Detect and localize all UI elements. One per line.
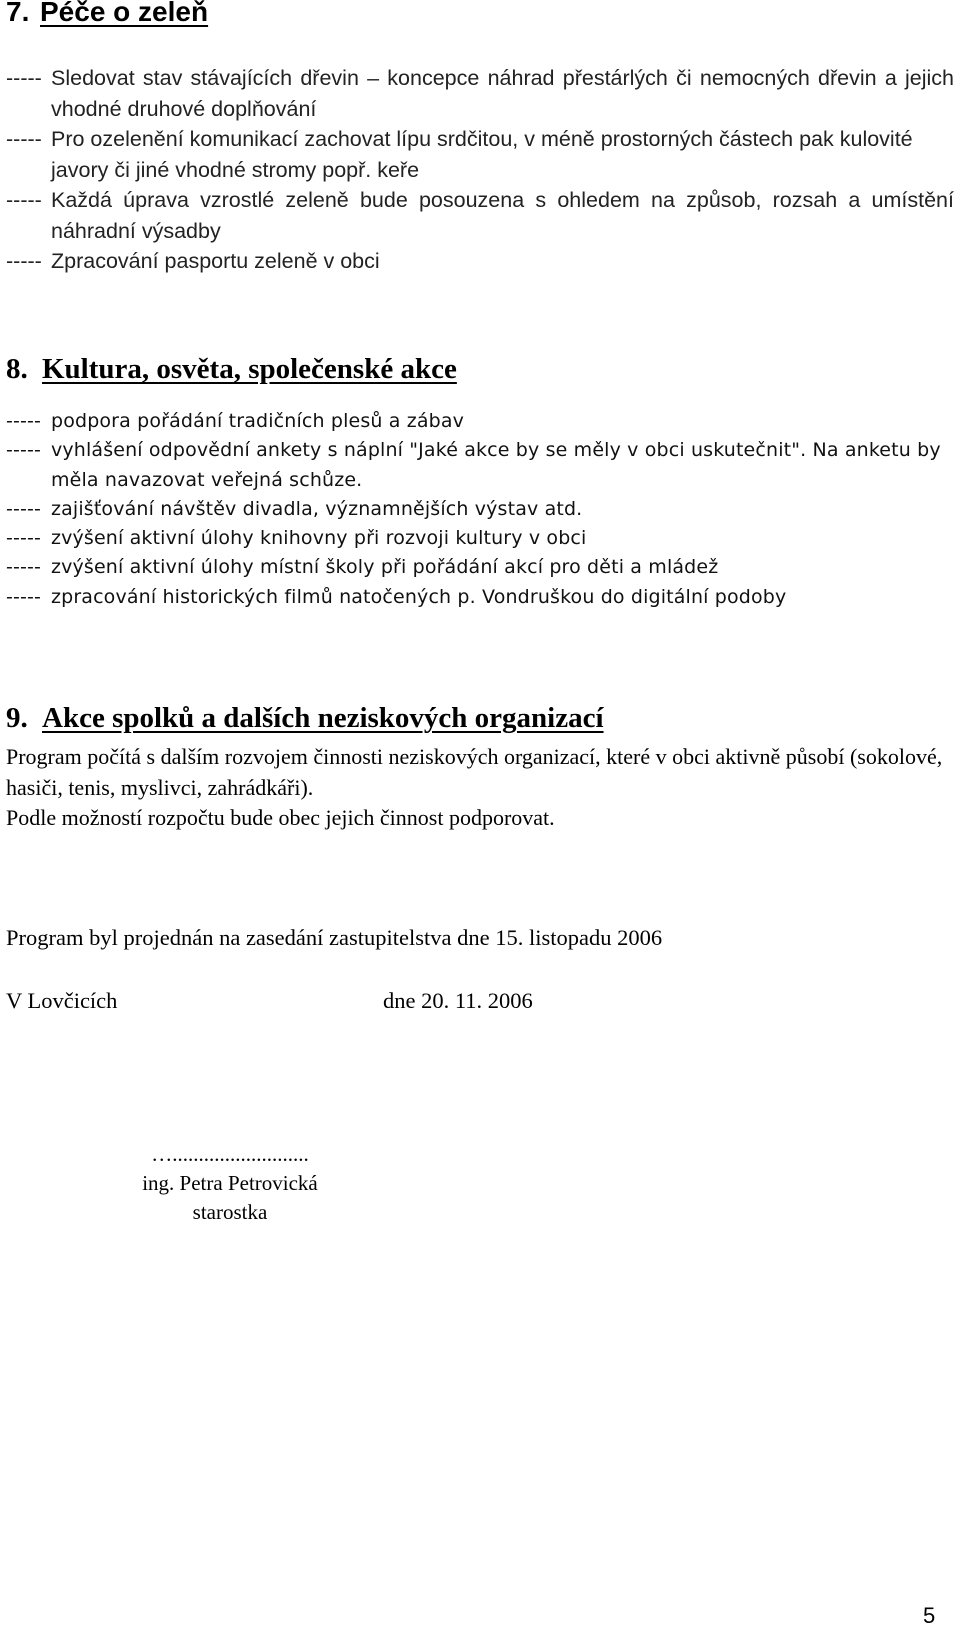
list-item xyxy=(6,495,954,524)
dash-bullet: ----- xyxy=(6,556,42,579)
list-item-text: Pro ozelenění komunikací zachovat lípu srdčitou, v méně prostorných částech pak kulovité javory či jiné vhodné stromy popř. keře xyxy=(51,127,913,182)
section-9-body xyxy=(6,742,956,834)
section-number: 7. xyxy=(6,0,30,27)
dash-bullet: ----- xyxy=(6,249,42,273)
dash-bullet: ----- xyxy=(6,527,42,550)
list-item xyxy=(6,583,954,612)
list-item xyxy=(6,524,954,553)
section-9-heading xyxy=(6,702,604,735)
list-item xyxy=(6,124,954,185)
dash-bullet: ----- xyxy=(6,66,42,90)
signatory-name: ing. Petra Petrovická xyxy=(142,1171,318,1195)
list-item-text: vyhlášení odpovědní ankety s náplní "Jaké akce by se měly v obci uskutečnit". Na anketu by měla navazovat veřejná schůze. xyxy=(51,439,941,491)
list-item-text: zpracování historických filmů natočených p. Vondruškou do digitální podoby xyxy=(51,585,787,608)
closing-statement: Program byl projednán na zasedání zastupitelstva dne 15. listopadu 2006 xyxy=(6,925,663,950)
dash-bullet: ----- xyxy=(6,188,42,212)
list-item xyxy=(6,63,954,124)
list-item xyxy=(6,407,954,436)
section-title: Péče o zeleň xyxy=(40,0,209,27)
section-title: Akce spolků a dalších neziskových organizací xyxy=(42,702,604,734)
signatory-role: starostka xyxy=(192,1200,268,1224)
dash-bullet: ----- xyxy=(6,497,42,520)
list-item xyxy=(6,246,954,277)
paragraph: Podle možností rozpočtu bude obec jejich činnost podporovat. xyxy=(6,805,555,830)
list-item-text: zvýšení aktivní úlohy místní školy při pořádání akcí pro děti a mládež xyxy=(51,556,719,579)
dash-bullet: ----- xyxy=(6,127,42,151)
list-item xyxy=(6,553,954,582)
list-item-text: podpora pořádání tradičních plesů a zábav xyxy=(51,410,465,432)
section-7-list xyxy=(6,63,954,277)
dash-bullet: ----- xyxy=(6,439,42,462)
list-item-text: zvýšení aktivní úlohy knihovny při rozvoji kultury v obci xyxy=(51,527,587,550)
place-text: V Lovčicích xyxy=(6,988,118,1013)
signature-line: ….......................... xyxy=(151,1142,309,1166)
list-item xyxy=(6,436,954,495)
list-item-text: zajišťování návštěv divadla, významnějších výstav atd. xyxy=(51,497,583,520)
dash-bullet: ----- xyxy=(6,585,42,608)
section-8-heading xyxy=(6,353,457,386)
dash-bullet: ----- xyxy=(6,410,42,432)
list-item-text: Každá úprava vzrostlé zeleně bude posouzena s ohledem na způsob, rozsah a umístění náhradní výsadby xyxy=(51,188,954,243)
section-number: 8. xyxy=(6,353,28,385)
section-8-list xyxy=(6,407,954,612)
section-7-heading xyxy=(6,0,208,28)
section-number: 9. xyxy=(6,702,28,734)
list-item-text: Sledovat stav stávajících dřevin – koncepce náhrad přestárlých či nemocných dřevin a jejich vhodné druhové doplňování xyxy=(51,66,954,121)
signature-block xyxy=(100,1140,360,1227)
paragraph: Program počítá s dalším rozvojem činnosti neziskových organizací, které v obci aktivně působí (sokolové, hasiči, tenis, myslivci, zahrádkáři). xyxy=(6,744,943,800)
page-number: 5 xyxy=(923,1603,936,1628)
date-text: dne 20. 11. 2006 xyxy=(383,988,533,1013)
section-title: Kultura, osvěta, společenské akce xyxy=(42,353,457,385)
list-item-text: Zpracování pasportu zeleně v obci xyxy=(51,249,380,273)
list-item xyxy=(6,185,954,246)
